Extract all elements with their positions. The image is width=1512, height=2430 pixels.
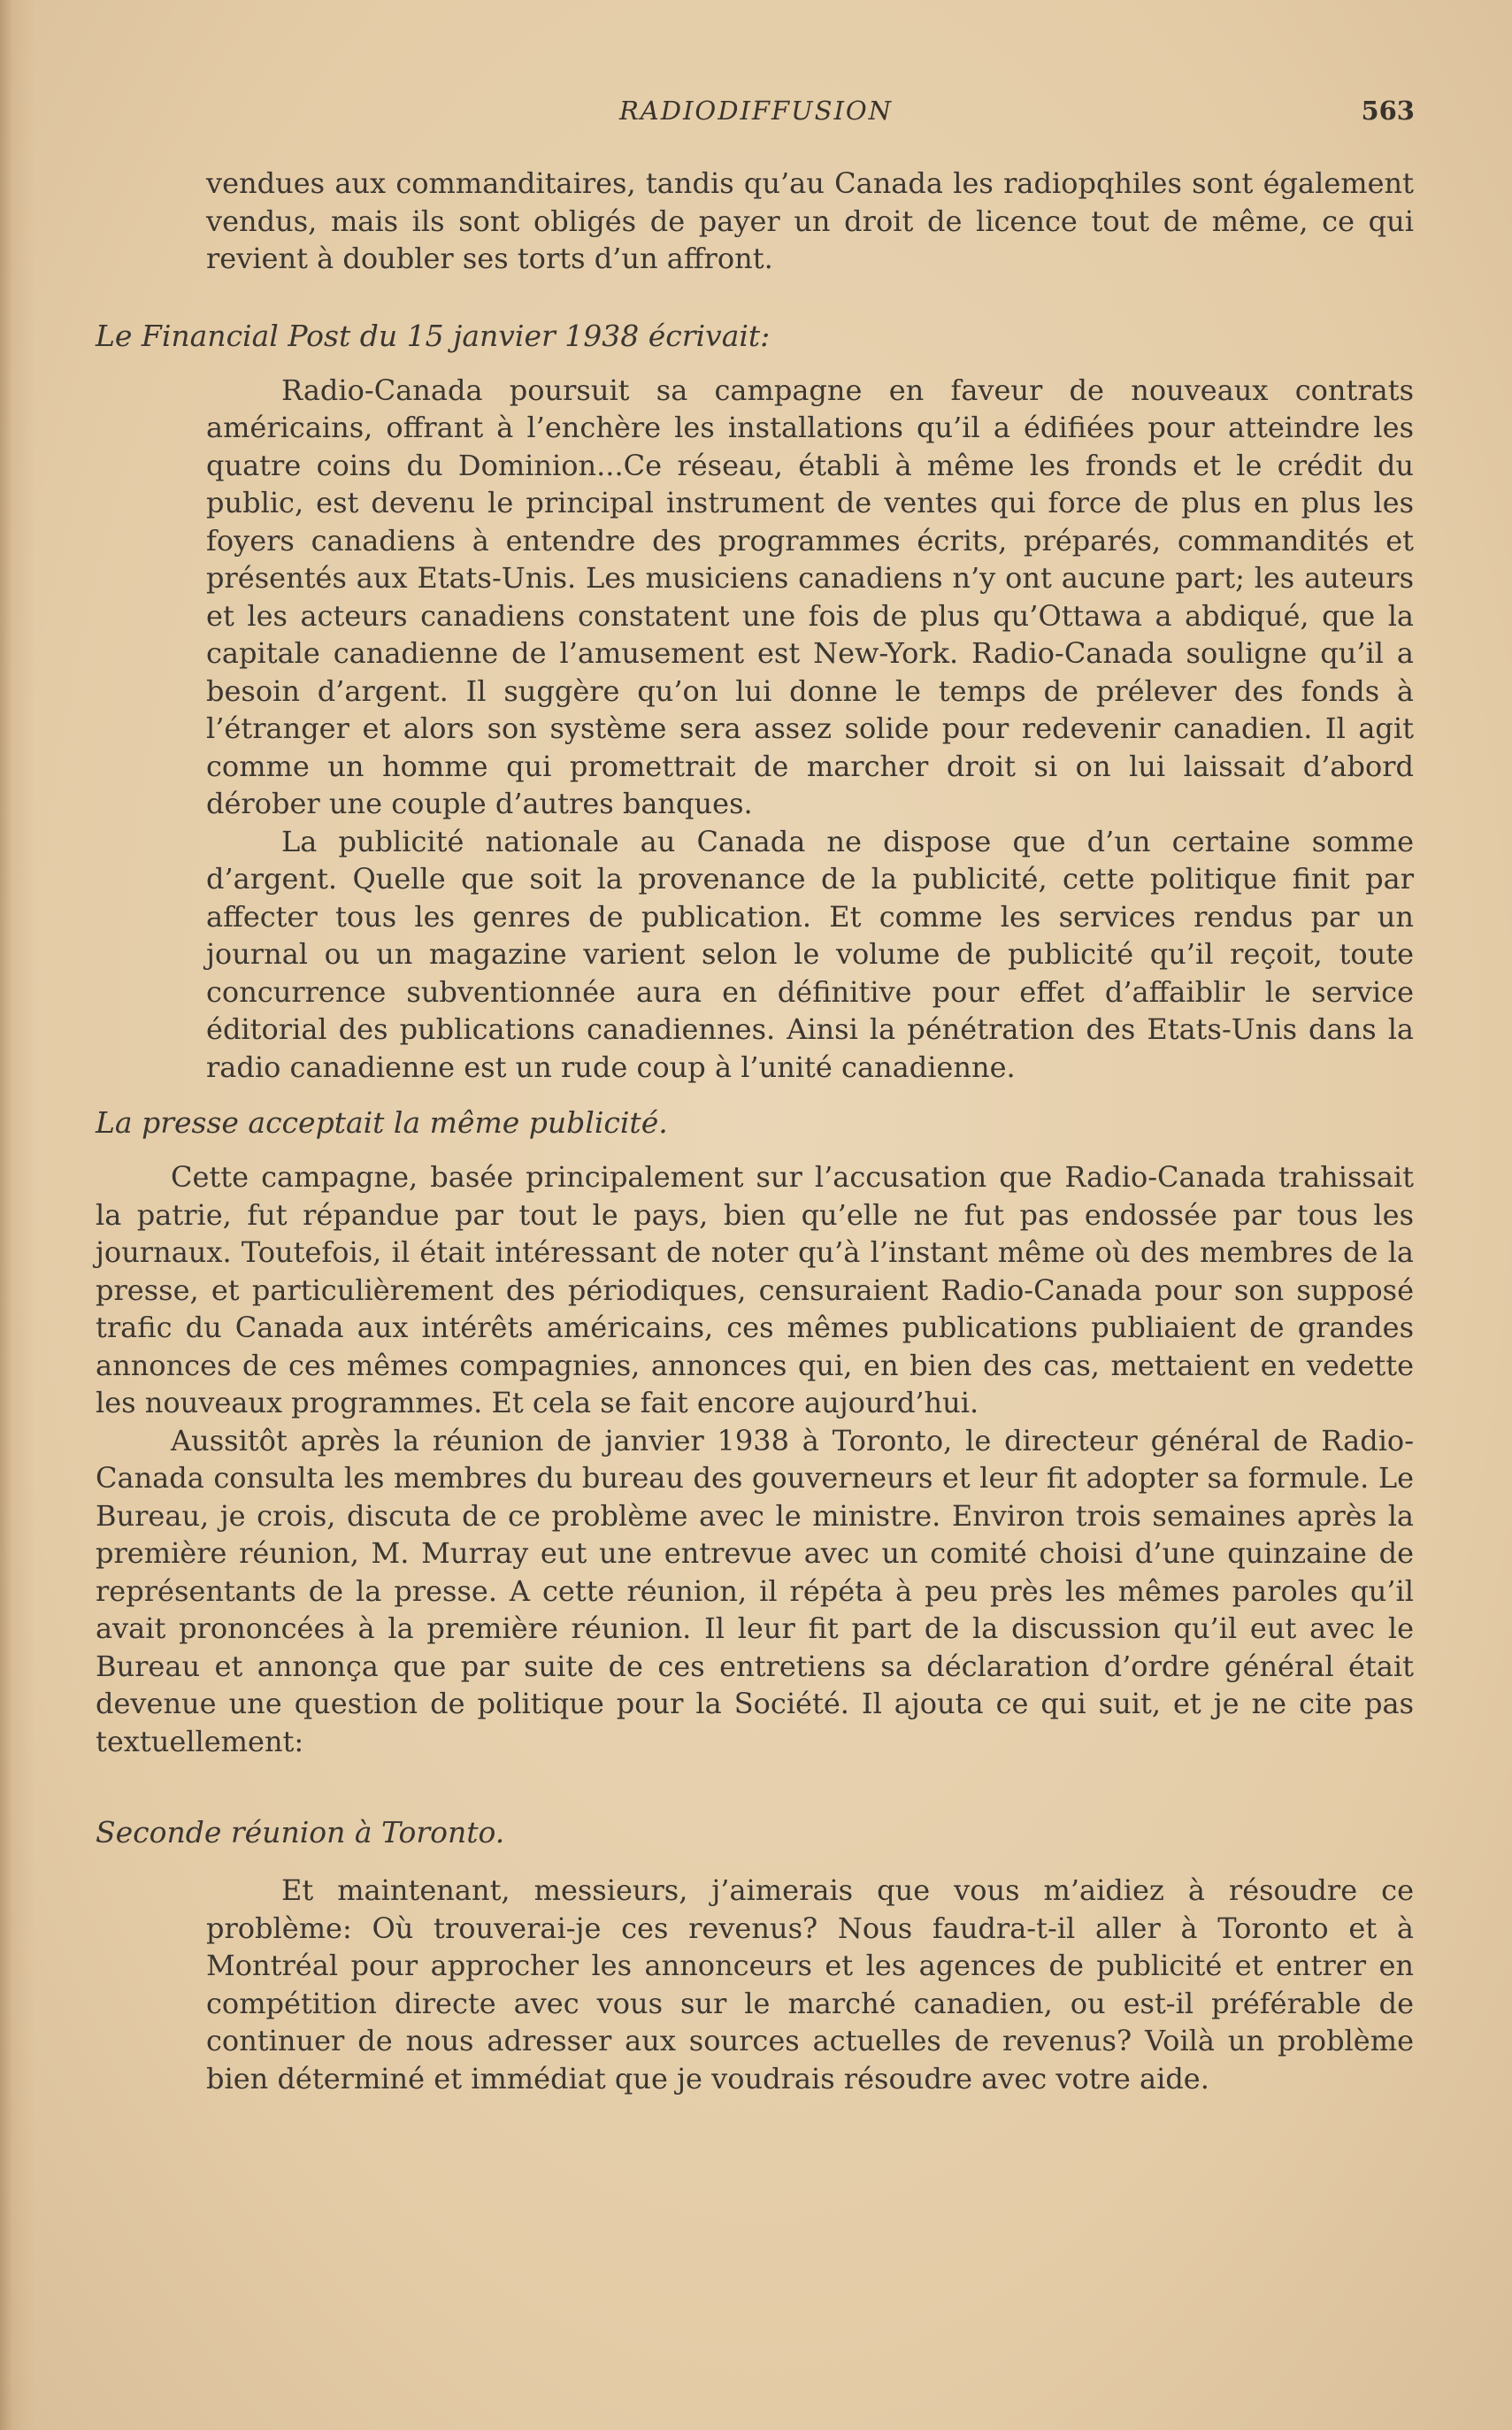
section-heading-presse: La presse acceptait la même publicité.: [96, 1105, 668, 1140]
section-heading-financial-post: Le Financial Post du 15 janvier 1938 écrivait:: [96, 318, 771, 353]
running-title: RADIODIFFUSION: [618, 96, 894, 126]
body-paragraph-campagne: Cette campagne, basée principalement sur l’accusation que Radio-Canada trahissait la patrie, fut répandue par tout le pays, bien qu’elle ne fut pas endossée par tous les journaux. Toutefois, il était intéressant de noter qu’à l’instant même où des membres de la presse, et particulièrement des périodiques, censuraient Radio-Canada pour son supposé trafic du Canada aux intérêts américains, ces mêmes publications publiaient de grandes annonces de ces mêmes compagnies, annonces qui, en bien des cas, mettaient en vedette les nouveaux programmes. Et cela se fait encore aujourd’hui.: [96, 1160, 1414, 1419]
section-heading-seconde-reunion: Seconde réunion à Toronto.: [96, 1815, 505, 1849]
page-content: [96, 165, 1414, 2097]
body-paragraph-reunion: Aussitôt après la réunion de janvier 1938 à Toronto, le directeur général de Radio-Canada consulta les membres du bureau des gouverneurs et leur fit adopter sa formule. Le Bureau, je crois, discuta de ce problème avec le ministre. Environ trois semaines après la première réunion, M. Murray eut une entrevue avec un comité choisi d’une quinzaine de représentants de la presse. A cette réunion, il répéta à peu près les mêmes paroles qu’il avait prononcées à la première réunion. Il leur fit part de la discussion qu’il eut avec le Bureau et annonça que par suite de ces entretiens sa déclaration d’ordre général était devenue une question de politique pour la Société. Il ajouta ce qui suit, et je ne cite pas textuellement:: [96, 1423, 1414, 1758]
quote-paragraph-continued: vendues aux commanditaires, tandis qu’au Canada les radiopqhiles sont également vendus, mais ils sont obligés de payer un droit de licence tout de même, ce qui revient à doubler ses torts d’un affront.: [206, 166, 1414, 275]
quote-paragraph-publicite: La publicité nationale au Canada ne dispose que d’un certaine somme d’argent. Quelle que soit la provenance de la publicité, cette politique finit par affecter tous les genres de publication. Et comme les services rendus par un journal ou un magazine varient selon le volume de publicité qu’il reçoit, toute concurrence subventionnée aura en définitive pour effet d’affaiblir le service éditorial des publications canadiennes. Ainsi la pénétration des Etats-Unis dans la radio canadienne est un rude coup à l’unité canadienne.: [206, 824, 1414, 1084]
quote-paragraph-probleme: Et maintenant, messieurs, j’aimerais que vous m’aidiez à résoudre ce problème: Où trouverai-je ces revenus? Nous faudra-t-il aller à Toronto et à Montréal pour approcher les annonceurs et les agences de publicité et entrer en compétition directe avec vous sur le marché canadien, ou est-il préférable de continuer de nous adresser aux sources actuelles de revenus? Voilà un problème bien déterminé et immédiat que je voudrais résoudre avec votre aide.: [206, 1873, 1414, 2095]
page-number: 563: [1361, 96, 1415, 126]
quote-paragraph-radio-canada: Radio-Canada poursuit sa campagne en faveur de nouveaux contrats américains, offrant à l’enchère les installations qu’il a édifiées pour atteindre les quatre coins du Dominion...Ce réseau, établi à même les fronds et le crédit du public, est devenu le principal instrument de ventes qui force de plus en plus les foyers canadiens à entendre des programmes écrits, préparés, commandités et présentés aux Etats-Unis. Les musiciens canadiens n’y ont aucune part; les auteurs et les acteurs canadiens constatent une fois de plus qu’Ottawa a abdiqué, que la capitale canadienne de l’amusement est New-York. Radio-Canada souligne qu’il a besoin d’argent. Il suggère qu’on lui donne le temps de prélever des fonds à l’étranger et alors son système sera assez solide pour redevenir canadien. Il agit comme un homme qui promettrait de marcher droit si on lui laissait d’abord dérober une couple d’autres banques.: [206, 373, 1414, 820]
running-header: [0, 96, 1512, 135]
